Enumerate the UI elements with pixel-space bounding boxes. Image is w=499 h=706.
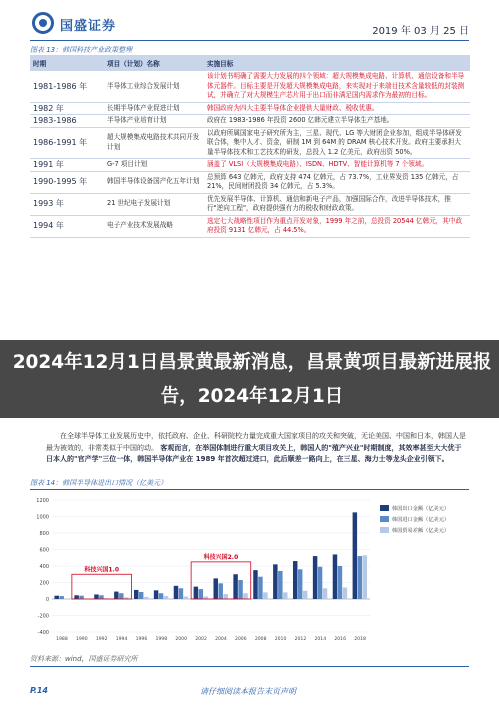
bar-export <box>174 586 178 599</box>
cell-target: 韩国政府为四大主要半导体企业提供大量财政、税收优惠。 <box>204 102 470 115</box>
bar-balance <box>283 592 287 599</box>
column-header-target: 实施目标 <box>204 55 470 71</box>
cell-target: 选定七大战略性项目作为重点开发对象，1999 年之前，总投资 20544 亿韩元，其中政府投资 9131 亿韩元，占 44.5%。 <box>204 215 470 237</box>
cell-period: 1990-1995 年 <box>30 171 104 193</box>
bar-export <box>353 512 357 599</box>
cell-period: 1982 年 <box>30 102 104 115</box>
legend-label: 韩国出口金额（亿美元） <box>392 506 450 512</box>
bar-export <box>313 556 317 599</box>
bar-import <box>179 588 183 599</box>
x-tick-label: 2010 <box>274 637 287 642</box>
y-tick-label: 600 <box>39 547 49 554</box>
bar-import <box>59 596 63 599</box>
table-row <box>30 71 470 102</box>
table-row <box>30 193 470 215</box>
bar-import <box>298 569 302 599</box>
cell-project-name: 长期半导体产业促进计划 <box>104 102 204 115</box>
bar-balance <box>363 555 367 599</box>
legend-label: 韩国贸易差额（亿美元） <box>392 528 450 534</box>
cell-period: 1986-1991 年 <box>30 127 104 159</box>
cell-project-name: 超大规模集成电路技术共同开发计划 <box>104 127 204 159</box>
table-header-row <box>30 55 470 71</box>
legend-swatch <box>380 527 389 533</box>
x-tick-label: 1994 <box>115 637 128 642</box>
bar-export <box>273 564 277 599</box>
annotation-label: 科技兴国1.0 <box>84 566 120 574</box>
paragraph-part-1: 在全球半导体工业发展历史中，依托政府、企业、科研院校力量完成重大国家项目的攻关和突破，无论美国、中国和日本，韩国人是最为被效的，非常类似于中国的动。 <box>46 432 466 452</box>
y-tick-label: 1000 <box>36 514 49 521</box>
bar-export <box>213 578 217 599</box>
bar-import <box>79 596 83 599</box>
y-tick-label: -400 <box>37 630 49 636</box>
legend-label: 韩国进口金额（亿美元） <box>392 517 450 523</box>
bar-import <box>258 577 262 599</box>
bar-export <box>74 595 78 599</box>
footer-divider <box>30 666 469 667</box>
header-divider <box>30 40 469 41</box>
bar-export <box>114 592 118 599</box>
bar-import <box>199 589 203 599</box>
figure-caption: 图表 14：韩国半导体进出口情况（亿美元） <box>30 479 168 487</box>
cell-target: 以政府所属国家电子研究所为主，三星、现代、LG 等大财团企业参加，组成半导体研发联合体，集中人才、资金，研制 1M 到 64M 的 DRAM 核心技术开发。政府主要承担大量半导体技术和工艺技术的研发，总投入 1.2 亿美元，政府出资 50%。 <box>204 127 470 159</box>
bar-balance <box>323 588 327 599</box>
x-tick-label: 1996 <box>135 637 148 642</box>
x-tick-label: 2004 <box>215 637 227 642</box>
bar-import <box>318 567 322 599</box>
disclaimer-note: 请仔细阅读本报告末页声明 <box>200 687 296 696</box>
column-header-period: 时期 <box>30 55 104 71</box>
bar-import <box>139 592 143 599</box>
x-tick-label: 1988 <box>56 637 68 642</box>
bar-export <box>333 554 337 599</box>
cell-period: 1991 年 <box>30 159 104 172</box>
report-date: 2019 年 03 月 25 日 <box>372 26 469 37</box>
cell-project-name: 半导体工业综合发展计划 <box>104 71 204 102</box>
bar-import <box>218 583 222 599</box>
bar-balance <box>243 593 247 599</box>
cell-period: 1981-1986 年 <box>30 71 104 102</box>
trade-chart-svg <box>30 492 470 650</box>
report-header <box>0 0 499 44</box>
x-tick-label: 2008 <box>254 637 267 642</box>
bar-export <box>253 570 257 599</box>
banner-title: 2024年12月1日昌景黄最新消息，昌景黄项目最新进展报告，2024年12月1日 <box>12 352 492 407</box>
y-tick-label: 1200 <box>36 498 49 504</box>
bar-balance <box>263 592 267 599</box>
legend-swatch <box>380 505 389 511</box>
bar-balance <box>164 596 168 599</box>
cell-project-name: 半导体产业培育计划 <box>104 115 204 128</box>
bar-balance <box>223 594 227 599</box>
x-tick-label: 1992 <box>95 637 108 642</box>
cell-project-name: 21 世纪电子发展计划 <box>104 193 204 215</box>
bar-import <box>238 580 242 599</box>
trade-chart <box>30 492 470 650</box>
cell-project-name: G-7 项目计划 <box>104 159 204 172</box>
table-row <box>30 159 470 172</box>
x-tick-label: 2014 <box>314 637 327 642</box>
bar-import <box>338 566 342 599</box>
table-row <box>30 171 470 193</box>
brand-logo-icon <box>32 12 54 34</box>
bar-import <box>119 593 123 599</box>
cell-target: 政府在 1983-1986 年投资 2600 亿韩元建立半导体生产基地。 <box>204 115 470 128</box>
policy-table <box>30 55 470 238</box>
table-row <box>30 127 470 159</box>
bar-export <box>154 590 158 599</box>
cell-project-name: 韩国半导体设备国产化五年计划 <box>104 171 204 193</box>
cell-period: 1994 年 <box>30 215 104 237</box>
paragraph-part-2: 客观而言，在举国体制进行重大项目攻关上，韩国人的"殖产兴业"时期制度，其效率甚至大大优于日本人的"官产学"三位一体，韩国半导体产业在 1989 年首次超过进口，此后顺差一路向上，在三星、海力士等龙头企业引领下。 <box>46 443 462 463</box>
table-caption: 图表 13：韩国科技产业政策整理 <box>30 46 133 54</box>
bar-export <box>94 594 98 599</box>
x-tick-label: 2016 <box>334 637 347 642</box>
bar-export <box>194 587 198 599</box>
body-paragraph <box>46 431 466 466</box>
x-tick-label: 2018 <box>354 637 366 642</box>
bar-export <box>134 590 138 599</box>
x-tick-label: 2012 <box>294 637 307 642</box>
bar-export <box>293 561 297 599</box>
bar-import <box>358 556 362 599</box>
y-tick-label: 200 <box>39 580 49 587</box>
figure-source: 资料来源：wind，国盛证券研究所 <box>30 655 138 663</box>
y-tick-label: 800 <box>39 531 49 537</box>
table-row <box>30 115 470 128</box>
x-tick-label: 2006 <box>234 637 247 642</box>
bar-balance <box>303 591 307 599</box>
x-tick-label: 1990 <box>75 637 88 642</box>
cell-target: 涵盖了 VLSI（大规模集成电路）、ISDN、HDTV、智能计算机等 7 个领域。 <box>204 159 470 172</box>
y-tick-label: -200 <box>37 613 49 620</box>
column-header-name: 项目（计划）名称 <box>104 55 204 71</box>
bar-balance <box>343 587 347 599</box>
bar-export <box>233 574 237 599</box>
cell-target: 该计划书明确了需要大力发展的四个领域：超大规模集成电路、计算机、通信设备和半导体元器件。目标主要是开发超大规模集成电路，来实现对于来端目技术含量较低的封装测试，并确立了对大规模生产芯片用于出口而非满足国内需求作为最初的目标。 <box>204 71 470 102</box>
page-number: P.14 <box>30 686 48 695</box>
bar-balance <box>144 597 148 599</box>
x-tick-label: 1998 <box>155 637 168 642</box>
cell-period: 1983-1986 <box>30 115 104 128</box>
cell-project-name: 电子产业技术发展战略 <box>104 215 204 237</box>
cell-target: 优先发展半导体、计算机、通信和新电子产品，加强国际合作，改进半导体技术，推行"逆向工程"，政府提供强有力的税收和财政政策。 <box>204 193 470 215</box>
y-tick-label: 0 <box>45 597 49 603</box>
x-tick-label: 2000 <box>175 637 188 642</box>
cell-target: 总预算 643 亿韩元，政府支持 474 亿韩元，占 73.7%，工业界发资 135 亿韩元，占 21%，民间财团投资 34 亿韩元，占 5.3%。 <box>204 171 470 193</box>
table-row <box>30 215 470 237</box>
annotation-label: 科技兴国2.0 <box>203 553 239 561</box>
bar-import <box>99 595 103 599</box>
y-tick-label: 400 <box>39 564 49 570</box>
bar-balance <box>184 597 188 599</box>
figure-divider <box>30 489 469 490</box>
brand-name: 国盛证券 <box>60 19 117 34</box>
bar-import <box>278 571 282 599</box>
table-row <box>30 102 470 115</box>
bar-import <box>159 593 163 599</box>
cell-period: 1993 年 <box>30 193 104 215</box>
bar-export <box>54 596 58 599</box>
legend-swatch <box>380 516 389 522</box>
x-tick-label: 2002 <box>195 637 207 642</box>
